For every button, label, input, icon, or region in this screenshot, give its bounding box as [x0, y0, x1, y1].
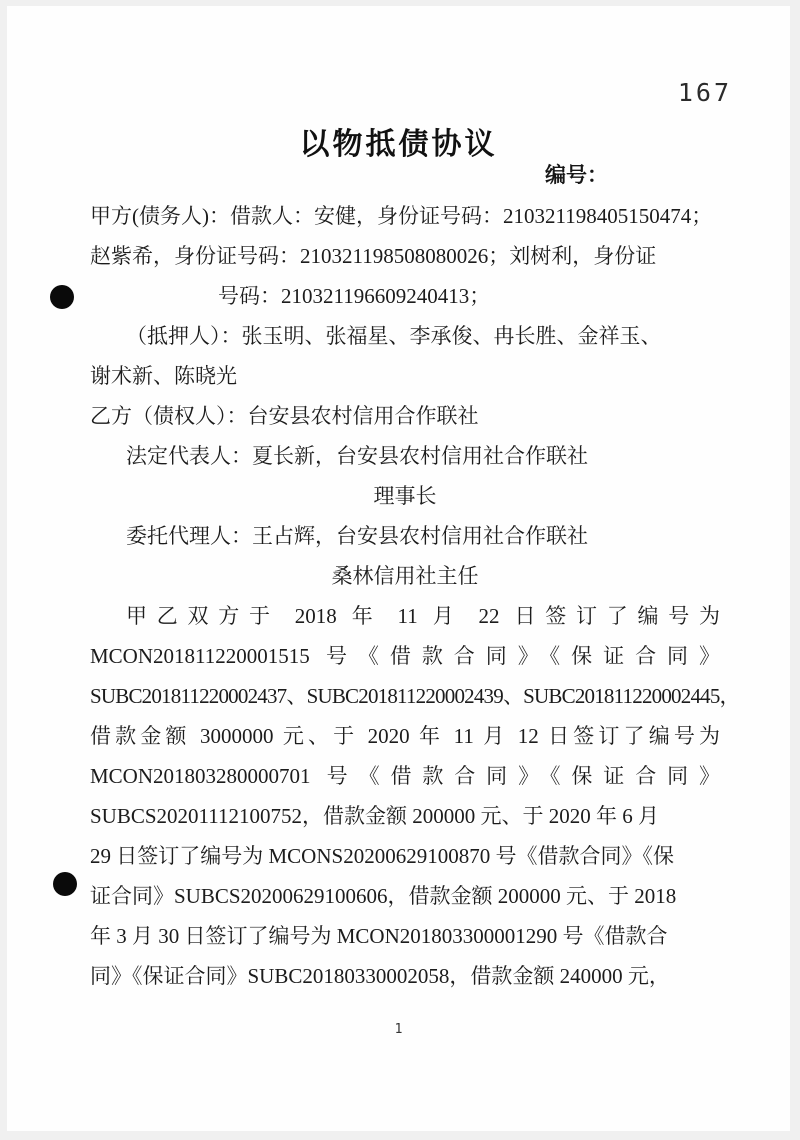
- document-body: [90, 196, 740, 996]
- document-line: 法定代表人：夏长新，台安县农村信用社合作联社: [126, 444, 588, 468]
- document-line: 理事长: [373, 484, 437, 508]
- document-page: [7, 6, 790, 1131]
- page-footer-number: 1: [394, 1022, 403, 1037]
- document-line: 29 日签订了编号为 MCONS20200629100870 号《借款合同》《保: [90, 844, 674, 868]
- document-line: 同》《保证合同》SUBC20180330002058，借款金额 240000 元，: [90, 964, 670, 988]
- document-line: 赵紫希，身份证号码：210321198508080026；刘树利，身份证: [90, 244, 657, 268]
- document-line: MCON201811220001515 号《借款合同》《保证合同》: [90, 644, 720, 668]
- document-line: （抵押人）：张玉明、张福星、李承俊、冉长胜、金祥玉、: [126, 324, 662, 348]
- document-line: 证合同》SUBCS20200629100606，借款金额 200000 元、于 2018: [90, 884, 677, 908]
- hole-punch-mark-bottom: [53, 872, 77, 896]
- document-line: 谢术新、陈晓光: [90, 364, 237, 388]
- document-line: 甲乙双方于 2018 年 11 月 22 日签订了编号为: [126, 604, 720, 628]
- document-line: 乙方（债权人）：台安县农村信用合作联社: [90, 404, 479, 428]
- document-line: 委托代理人：王占辉，台安县农村信用社合作联社: [126, 524, 588, 548]
- document-line: 年 3 月 30 日签订了编号为 MCON201803300001290 号《借款合: [90, 924, 668, 948]
- hole-punch-mark-top: [50, 285, 74, 309]
- document-number-label: 编号：: [545, 163, 608, 187]
- document-line: MCON201803280000701 号《借款合同》《保证合同》: [90, 764, 720, 788]
- document-line: SUBCS20201112100752，借款金额 200000 元、于 2020 年 6 月: [90, 804, 659, 828]
- document-line: 甲方(债务人)：借款人：安健，身份证号码：210321198405150474；: [90, 204, 713, 228]
- document-line: SUBC201811220002437、SUBC201811220002439、SUBC201811220002445，: [90, 684, 740, 708]
- page-corner-number: 167: [677, 78, 732, 107]
- document-title: 以物抵债协议: [299, 128, 498, 161]
- document-line: 号码：210321196609240413；: [218, 284, 491, 308]
- document-line: 桑林信用社主任: [331, 564, 479, 588]
- document-line: 借款金额 3000000 元、于 2020 年 11 月 12 日签订了编号为: [90, 724, 720, 748]
